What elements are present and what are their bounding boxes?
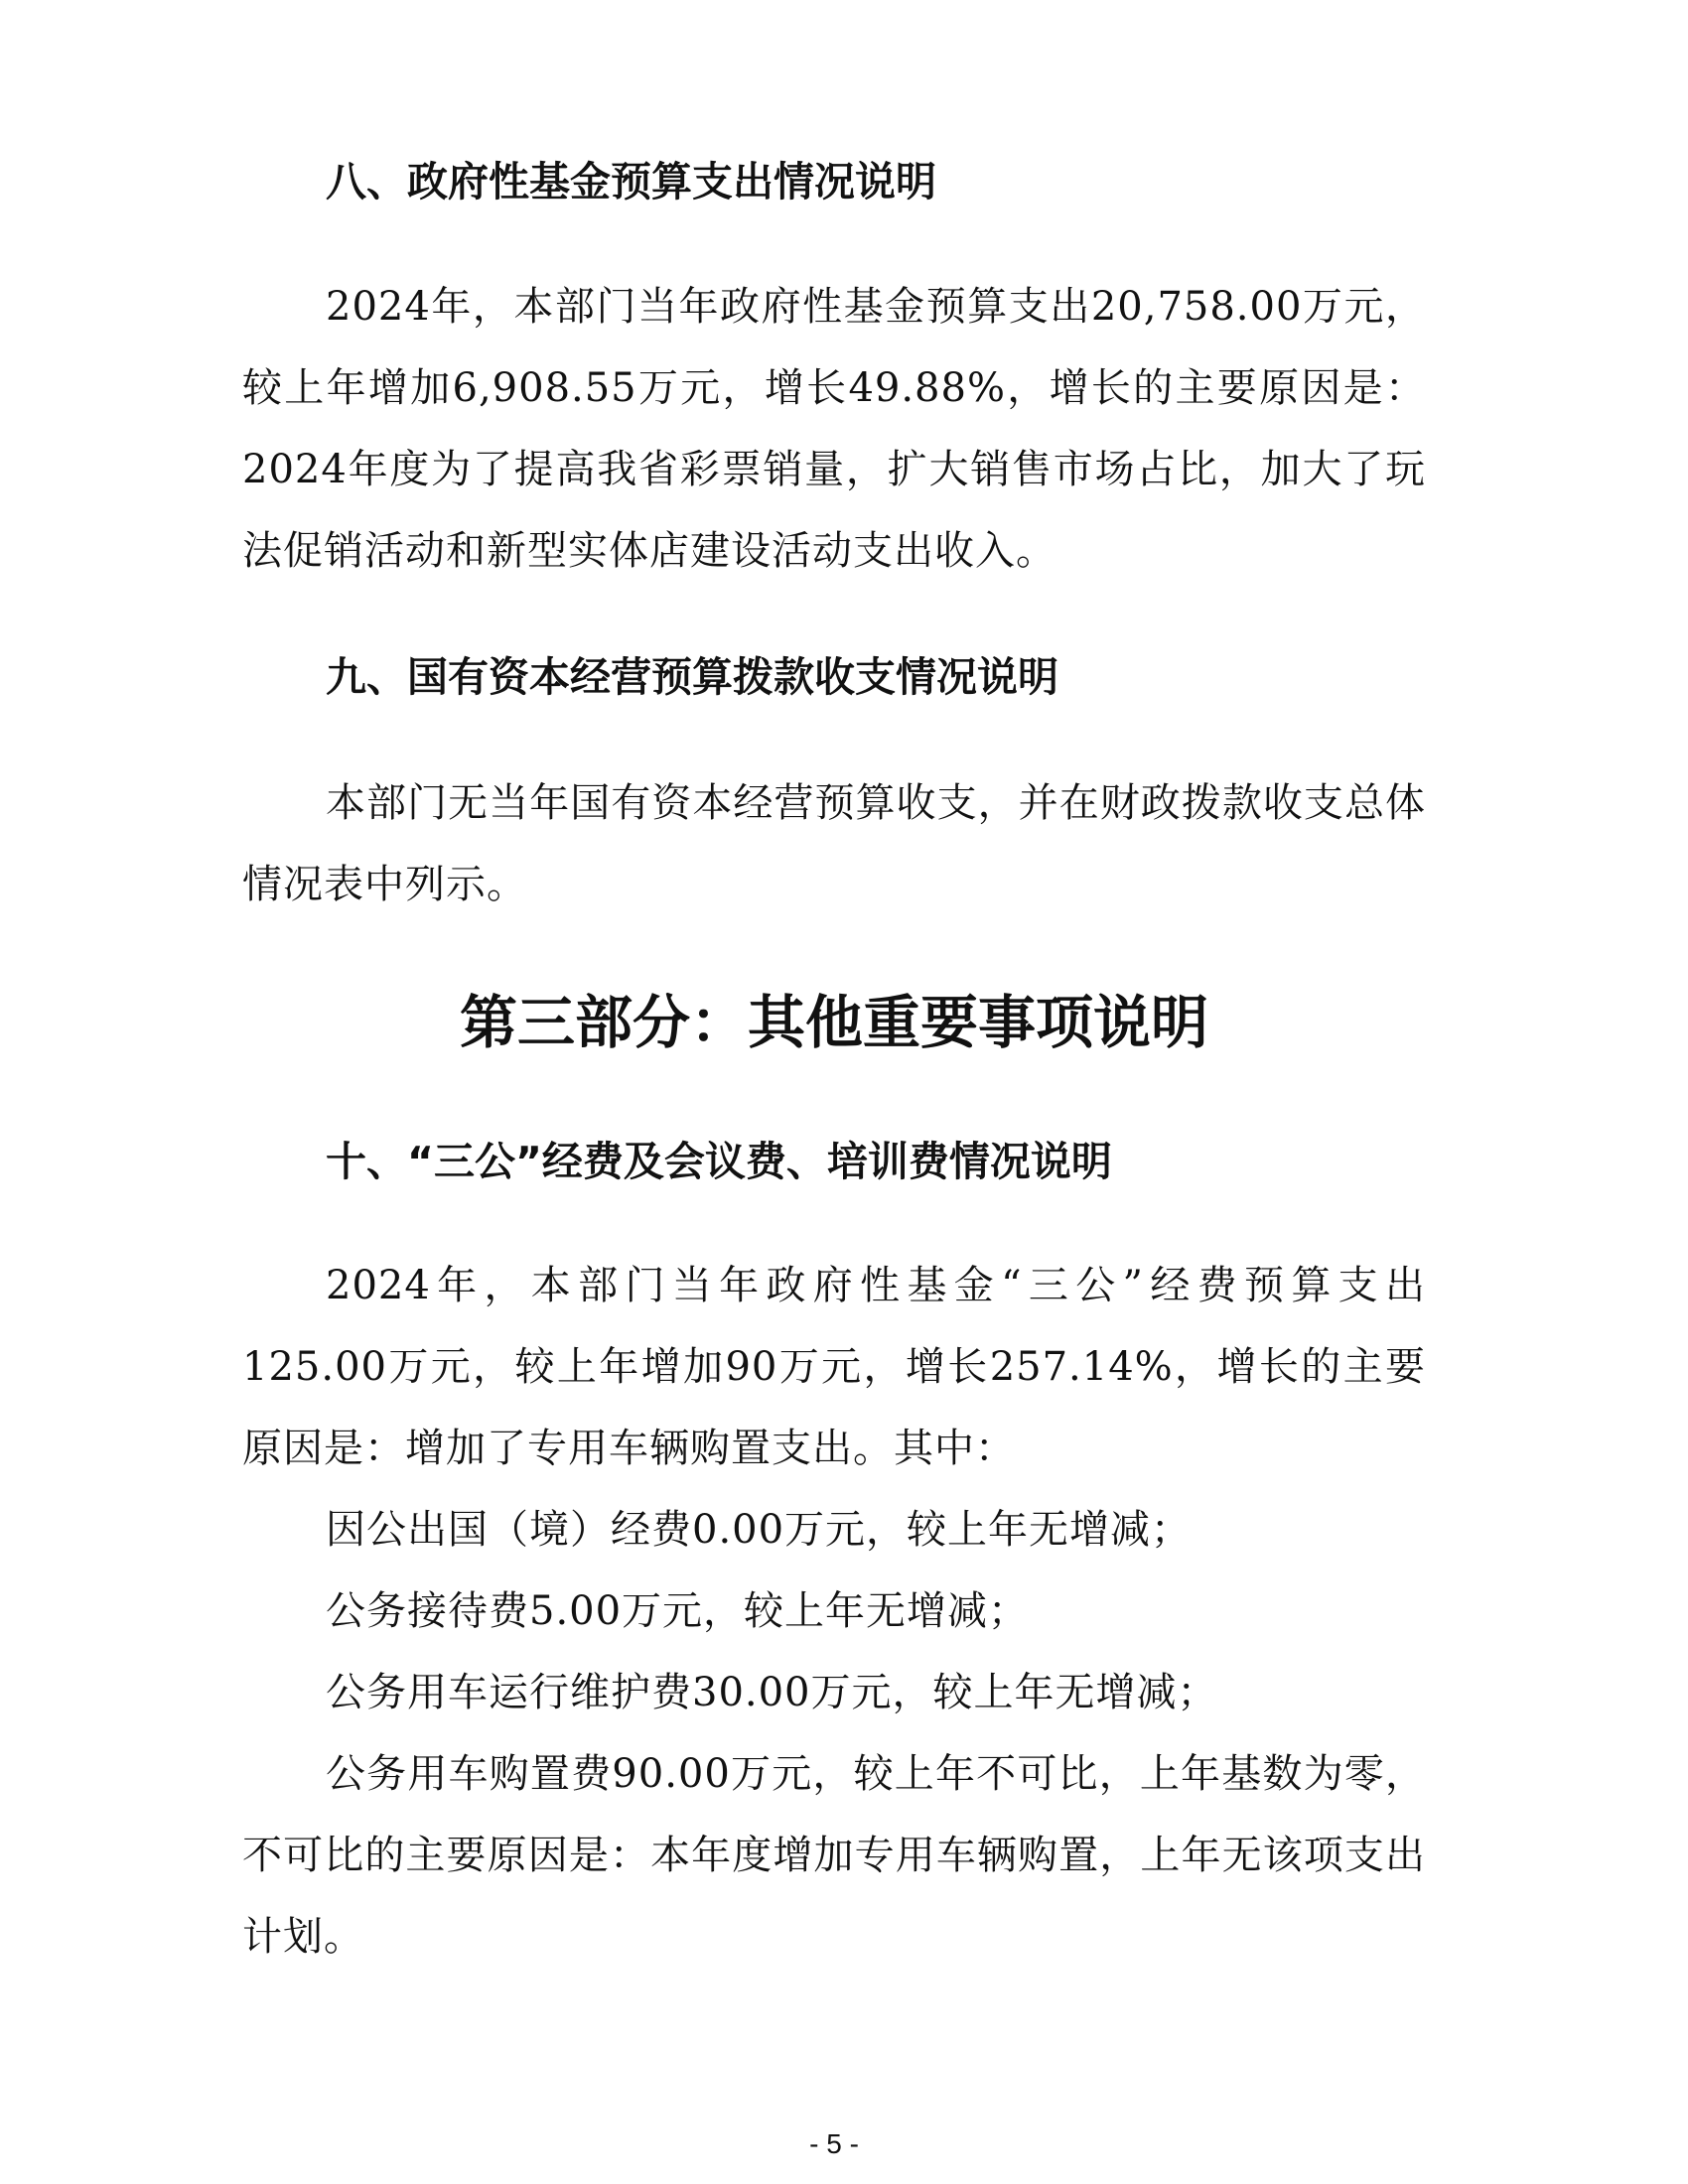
section-9-heading-text: 九、国有资本经营预算拨款收支情况说明 xyxy=(326,653,1058,701)
section-10-heading-text: 十、“三公”经费及会议费、培训费情况说明 xyxy=(326,1138,1112,1185)
section-9-heading xyxy=(242,649,1426,705)
section-8-body: 2024年，本部门当年政府性基金预算支出20,758.00万元，较上年增加6,908.55万元，增长49.88%，增长的主要原因是：2024年度为了提高我省彩票销量，扩大销售市场占比，加大了玩法促销活动和新型实体店建设活动支出收入。 xyxy=(242,284,1426,574)
expense-item-reception: 公务接待费5.00万元，较上年无增减； xyxy=(326,1588,1030,1634)
expense-item-overseas: 因公出国（境）经费0.00万元，较上年无增减； xyxy=(326,1507,1193,1553)
section-9-body: 本部门无当年国有资本经营预算收支，并在财政拨款收支总体情况表中列示。 xyxy=(242,780,1426,907)
expense-item-vehicle-maintenance: 公务用车运行维护费30.00万元，较上年无增减； xyxy=(326,1670,1218,1715)
section-10-heading xyxy=(242,1134,1426,1189)
section-8-heading-text: 八、政府性基金预算支出情况说明 xyxy=(326,158,936,205)
expense-item-vehicle-purchase: 公务用车购置费90.00万元，较上年不可比，上年基数为零，不可比的主要原因是：本年度增加专用车辆购置，上年无该项支出计划。 xyxy=(242,1751,1426,1960)
page-number: - 5 - xyxy=(809,2128,859,2159)
section-10-body: 2024年，本部门当年政府性基金“三公”经费预算支出125.00万元，较上年增加90万元，增长257.14%，增长的主要原因是：增加了专用车辆购置支出。其中： xyxy=(242,1263,1426,1471)
document-page xyxy=(242,0,1426,2184)
part-3-title: 第三部分：其他重要事项说明 xyxy=(459,989,1208,1056)
section-8-heading xyxy=(242,154,1426,209)
